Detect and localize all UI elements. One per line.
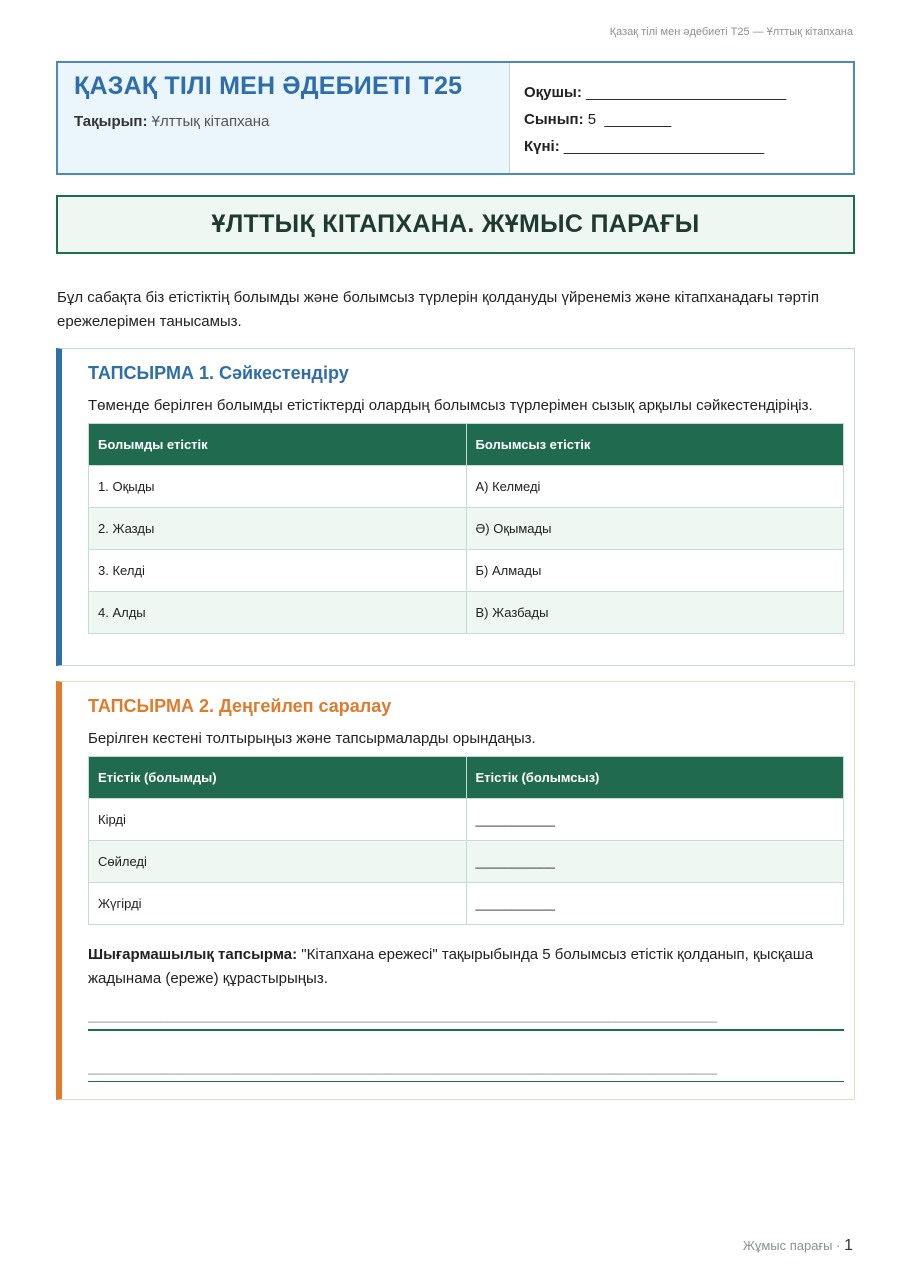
- table-row: [89, 550, 844, 592]
- column-header: Етістік (болымсыз): [466, 757, 844, 799]
- worksheet-header: [56, 61, 855, 175]
- table-row: [89, 799, 844, 841]
- positive-verb-cell: Сөйледі: [89, 841, 467, 883]
- task-1-title: ТАПСЫРМА 1. Сәйкестендіру: [88, 363, 349, 383]
- page-number: 1: [844, 1237, 853, 1254]
- negative-verb-cell: Б) Алмады: [466, 550, 844, 592]
- class-row: [524, 106, 853, 133]
- header-subject-panel: [58, 63, 510, 173]
- date-field[interactable]: ________________________: [563, 138, 765, 155]
- table-row: [89, 841, 844, 883]
- topic-line: [74, 113, 509, 130]
- date-row: [524, 133, 853, 160]
- creative-task: [88, 943, 828, 991]
- matching-table: [88, 423, 844, 634]
- fill-in-table: [88, 756, 844, 925]
- table-header-row: [89, 424, 844, 466]
- negative-verb-cell: В) Жазбады: [466, 592, 844, 634]
- topic-label: Тақырып:: [74, 113, 148, 130]
- answer-blank-cell[interactable]: ___________: [466, 799, 844, 841]
- page-footer: [743, 1237, 853, 1255]
- date-label: Күні:: [524, 138, 560, 155]
- class-field[interactable]: ________: [604, 111, 672, 128]
- footer-label: Жұмыс парағы ·: [742, 1238, 841, 1253]
- header-student-panel: [510, 63, 853, 173]
- table-row: [89, 508, 844, 550]
- answer-blank-cell[interactable]: ___________: [466, 841, 844, 883]
- table-row: [89, 466, 844, 508]
- column-header: Болымсыз етістік: [466, 424, 844, 466]
- intro-paragraph: Бұл сабақта біз етістіктің болымды және болымсыз түрлерін қолдануды үйренеміз және кітапханадағы тәртіп ережелерімен танысамыз.: [57, 289, 819, 330]
- class-value: 5: [587, 111, 597, 128]
- creative-task-label: Шығармашылық тапсырма:: [88, 946, 298, 963]
- negative-verb-cell: Ә) Оқымады: [466, 508, 844, 550]
- student-row: [524, 79, 853, 106]
- column-header: Болымды етістік: [89, 424, 467, 466]
- positive-verb-cell: 4. Алды: [89, 592, 467, 634]
- answer-line[interactable]: _______________________________________________________________________________________: [88, 1005, 844, 1031]
- positive-verb-cell: 2. Жазды: [89, 508, 467, 550]
- negative-verb-cell: А) Келмеді: [466, 466, 844, 508]
- running-head: Қазақ тілі мен әдебиеті Т25 — Ұлттық кітапхана: [609, 26, 853, 38]
- positive-verb-cell: 3. Келді: [89, 550, 467, 592]
- student-name-field[interactable]: ________________________: [586, 84, 787, 101]
- positive-verb-cell: Жүгірді: [89, 883, 467, 925]
- answer-blank-cell[interactable]: ___________: [466, 883, 844, 925]
- task-1-section: [56, 348, 855, 666]
- task-2-description: Берілген кестені толтырыңыз және тапсырмаларды орындаңыз.: [88, 730, 536, 747]
- task-2-section: [56, 681, 855, 1100]
- subject-title: ҚАЗАҚ ТІЛІ МЕН ӘДЕБИЕТІ Т25: [74, 72, 463, 100]
- task-2-title: ТАПСЫРМА 2. Деңгейлеп саралау: [88, 696, 392, 716]
- positive-verb-cell: 1. Оқыды: [89, 466, 467, 508]
- positive-verb-cell: Кірді: [89, 799, 467, 841]
- answer-line[interactable]: _______________________________________________________________________________________: [88, 1057, 844, 1082]
- student-label: Оқушы:: [524, 84, 582, 101]
- table-row: [89, 592, 844, 634]
- class-label: Сынып:: [524, 111, 584, 128]
- task-1-description: Төменде берілген болымды етістіктерді олардың болымсыз түрлерімен сызық арқылы сәйкестендіріңіз.: [88, 397, 813, 414]
- table-row: [89, 883, 844, 925]
- creative-task-text: "Кітапхана ережесі" тақырыбында 5 болымсыз етістік қолданып, қысқаша жадынама (ереже) құрастырыңыз.: [88, 946, 814, 987]
- column-header: Етістік (болымды): [89, 757, 467, 799]
- topic-value: Ұлттық кітапхана: [151, 113, 270, 130]
- worksheet-title: ҰЛТТЫҚ КІТАПХАНА. ЖҰМЫС ПАРАҒЫ: [56, 195, 855, 254]
- table-header-row: [89, 757, 844, 799]
